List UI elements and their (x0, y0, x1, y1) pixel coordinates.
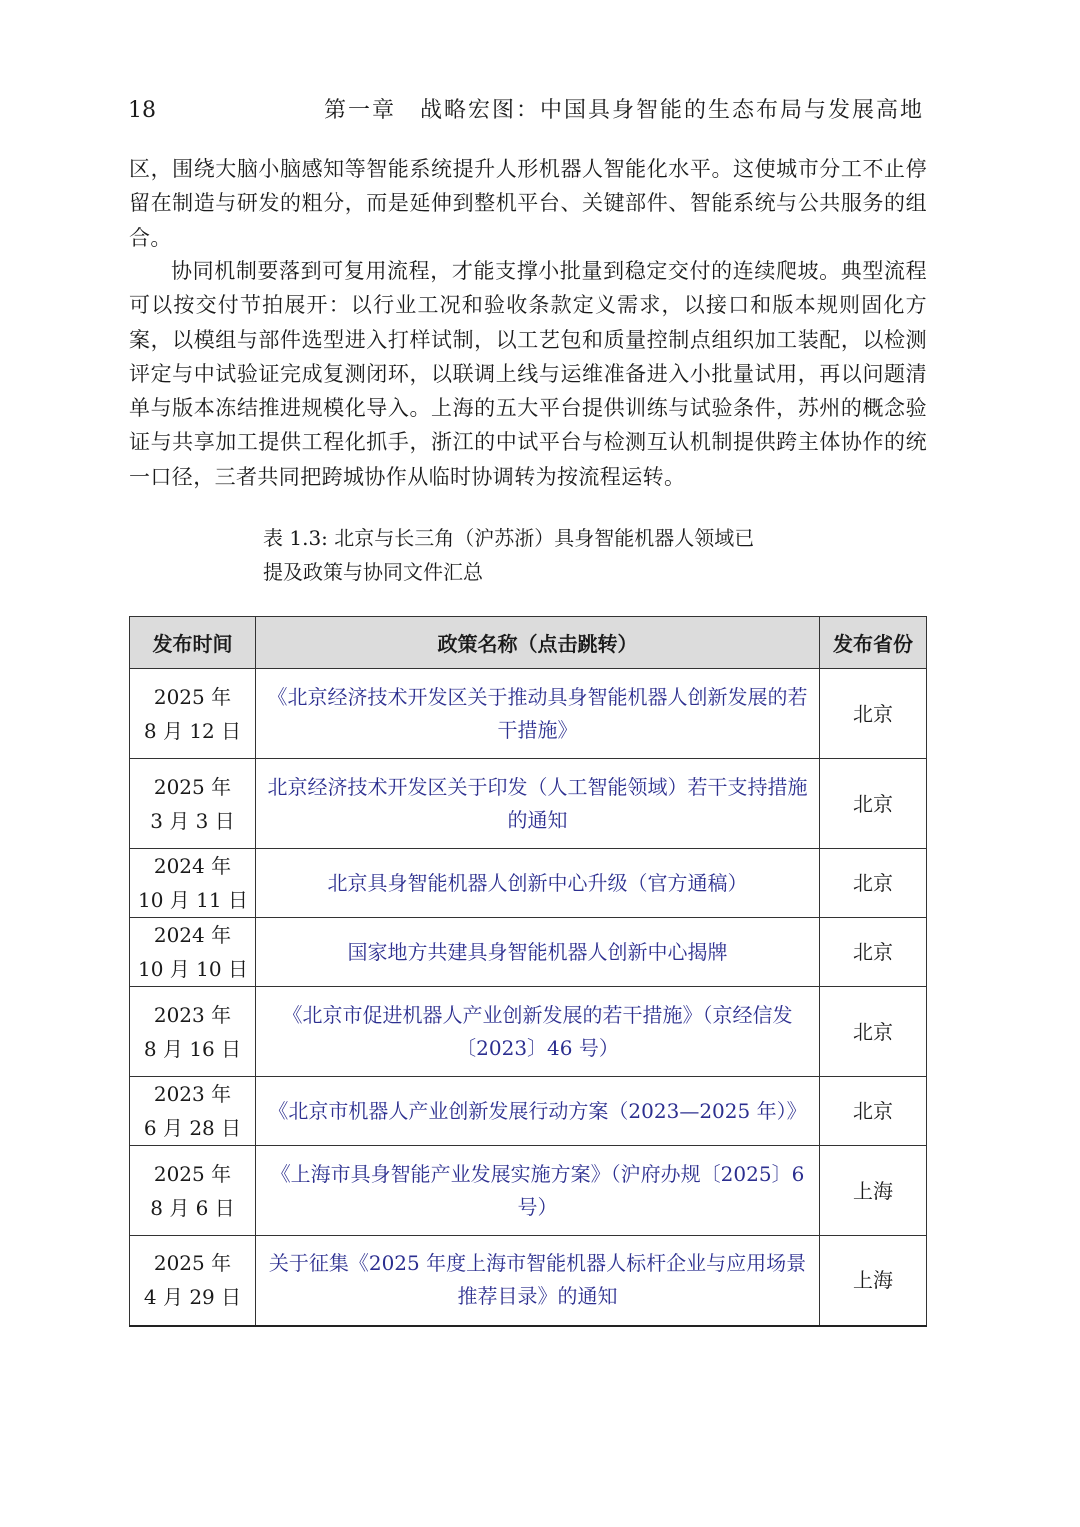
date-cell (130, 759, 256, 849)
date-day: 8 月 16 日 (143, 1036, 242, 1061)
table-header-row (130, 617, 927, 669)
header-province: 发布省份 (820, 617, 927, 669)
date-day: 10 月 10 日 (138, 957, 248, 981)
table-caption (263, 521, 823, 589)
table-caption-line-1: 表 1.3: 北京与长三角（沪苏浙）具身智能机器人领域已 (263, 526, 755, 550)
province-cell: 上海 (820, 1146, 927, 1236)
date-day: 4 月 29 日 (143, 1285, 242, 1310)
date-day: 3 月 3 日 (150, 808, 235, 833)
date-day: 6 月 28 日 (143, 1116, 242, 1140)
province-cell: 北京 (820, 759, 927, 849)
date-day: 10 月 11 日 (138, 888, 248, 912)
province-cell: 北京 (820, 918, 927, 987)
policy-link[interactable]: 《北京市机器人产业创新发展行动方案（2023—2025 年）》 (256, 1077, 820, 1146)
date-day: 8 月 6 日 (150, 1195, 235, 1220)
policy-link[interactable]: 《上海市具身智能产业发展实施方案》（沪府办规〔2025〕6 号） (256, 1146, 820, 1236)
province-cell: 北京 (820, 987, 927, 1077)
policy-link[interactable]: 关于征集《2025 年度上海市智能机器人标杆企业与应用场景推荐目录》的通知 (256, 1236, 820, 1326)
date-cell (130, 918, 256, 987)
date-year: 2024 年 (153, 854, 232, 878)
date-cell (130, 1236, 256, 1326)
date-cell (130, 987, 256, 1077)
policy-link[interactable]: 《北京经济技术开发区关于推动具身智能机器人创新发展的若干措施》 (256, 669, 820, 759)
policy-link[interactable]: 北京经济技术开发区关于印发（人工智能领域）若干支持措施的通知 (256, 759, 820, 849)
date-cell (130, 849, 256, 918)
policy-link[interactable]: 北京具身智能机器人创新中心升级（官方通稿） (256, 849, 820, 918)
table-row (130, 1077, 927, 1146)
table-row (130, 759, 927, 849)
province-cell: 上海 (820, 1236, 927, 1326)
table-row (130, 987, 927, 1077)
province-cell: 北京 (820, 1077, 927, 1146)
date-year: 2025 年 (153, 1161, 232, 1186)
table-row (130, 1236, 927, 1326)
date-year: 2023 年 (153, 1082, 232, 1106)
date-year: 2025 年 (153, 774, 232, 799)
page-number: 18 (128, 98, 156, 123)
running-head: 第一章 战略宏图：中国具身智能的生态布局与发展高地 (323, 98, 924, 123)
policy-link[interactable]: 国家地方共建具身智能机器人创新中心揭牌 (256, 918, 820, 987)
date-cell (130, 1146, 256, 1236)
date-year: 2025 年 (153, 684, 232, 709)
date-year: 2023 年 (153, 1002, 232, 1027)
province-cell: 北京 (820, 849, 927, 918)
table-row (130, 1146, 927, 1236)
header-policy-name: 政策名称（点击跳转） (256, 617, 820, 669)
policy-table (129, 616, 927, 1327)
table-row (130, 669, 927, 759)
date-day: 8 月 12 日 (143, 718, 242, 743)
body-paragraph-1: 区，围绕大脑小脑感知等智能系统提升人形机器人智能化水平。这使城市分工不止停留在制造与研发的粗分，而是延伸到整机平台、关键部件、智能系统与公共服务的组合。 (129, 157, 927, 250)
table-row (130, 849, 927, 918)
policy-link[interactable]: 《北京市促进机器人产业创新发展的若干措施》（京经信发〔2023〕46 号） (256, 987, 820, 1077)
province-cell: 北京 (820, 669, 927, 759)
date-cell (130, 1077, 256, 1146)
table-caption-line-2: 提及政策与协同文件汇总 (263, 560, 483, 584)
date-cell (130, 669, 256, 759)
date-year: 2024 年 (153, 923, 232, 947)
header-date: 发布时间 (130, 617, 256, 669)
date-year: 2025 年 (153, 1251, 232, 1276)
body-paragraph-2: 协同机制要落到可复用流程，才能支撑小批量到稳定交付的连续爬坡。典型流程可以按交付节拍展开：以行业工况和验收条款定义需求，以接口和版本规则固化方案，以模组与部件选型进入打样试制，以工艺包和质量控制点组织加工装配，以检测评定与中试验证完成复测闭环，以联调上线与运维准备进入小批量试用，再以问题清单与版本冻结推进规模化导入。上海的五大平台提供训练与试验条件，苏州的概念验证与共享加工提供工程化抓手，浙江的中试平台与检测互认机制提供跨主体协作的统一口径，三者共同把跨城协作从临时协调转为按流程运转。 (129, 259, 927, 489)
table-row (130, 918, 927, 987)
